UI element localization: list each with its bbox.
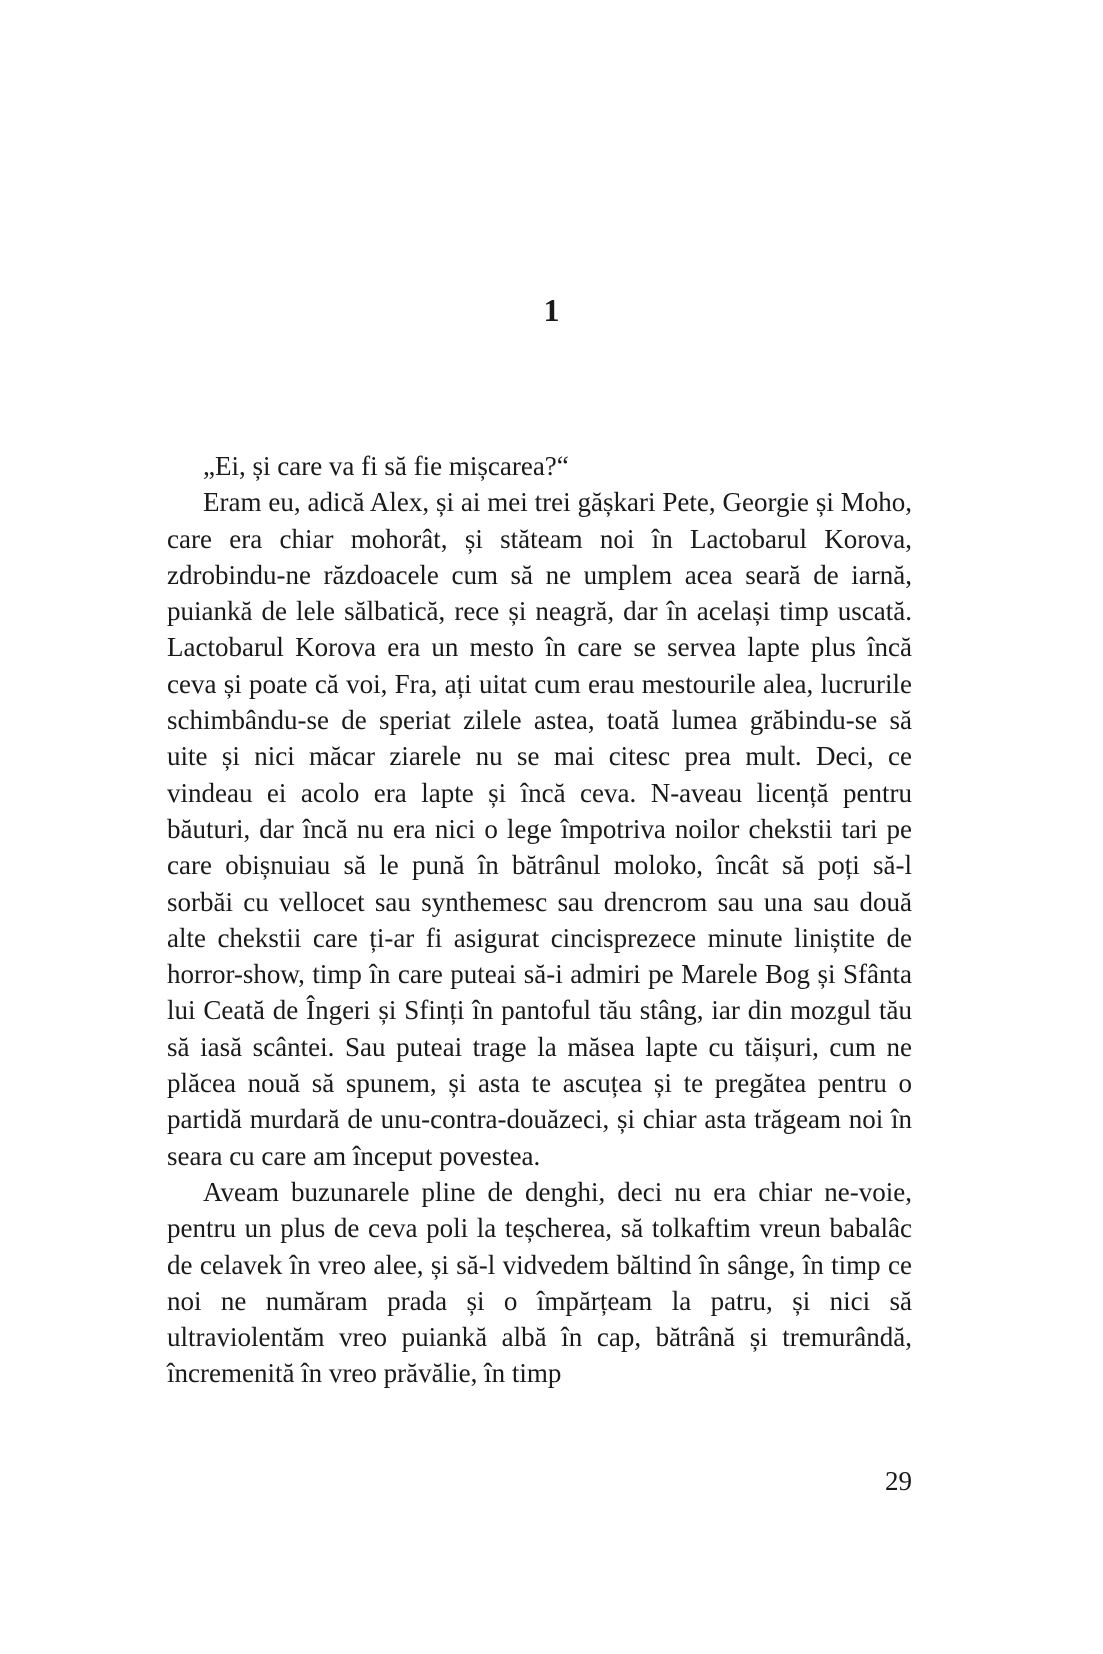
chapter-body (167, 448, 912, 1392)
page-number: 29 (885, 1466, 912, 1496)
paragraph-korova-milkbar: Eram eu, adică Alex, și ai mei trei gășkari Pete, Georgie și Moho, care era chiar mohorât, și stăteam noi în Lactobarul Korova, zdrobindu-ne răzdoacele cum să ne umplem acea seară de iarnă, puiankă de lele sălbatică, rece și neagră, dar în același timp uscată. Lactobarul Korova era un mesto în care se servea lapte plus încă ceva și poate că voi, Fra, ați uitat cum erau mestourile alea, lucrurile schimbându-se de speriat zilele astea, toată lumea grăbindu-se să uite și nici măcar ziarele nu se mai citesc prea mult. Deci, ce vindeau ei acolo era lapte și încă ceva. N-aveau licență pentru băuturi, dar încă nu era nici o lege împotriva noilor chekstii tari pe care obișnuiau să le pună în bătrânul moloko, încât să poți să-l sorbăi cu vellocet sau synthemesc sau drencrom sau una sau două alte chekstii care ți-ar fi asigurat cincisprezece minute liniștite de horror-show, timp în care puteai să-i admiri pe Marele Bog și Sfânta lui Ceată de Îngeri și Sfinți în pantoful tău stâng, iar din mozgul tău să iasă scântei. Sau puteai trage la măsea lapte cu tăișuri, cum ne plăcea nouă să spunem, și asta te ascuțea și te pregătea pentru o partidă murdară de unu-contra-douăzeci, și chiar asta trăgeam noi în seara cu care am început povestea. (167, 487, 912, 1171)
paragraph-opening-quote: „Ei, și care va fi să fie mișcarea?“ (203, 451, 569, 481)
chapter-number: 1 (543, 292, 560, 328)
paragraph-pockets-full: Aveam buzunarele pline de denghi, deci nu era chiar ne-voie, pentru un plus de ceva poli la teșcherea, să tolkaftim vreun babalâc de celavek în vreo alee, și să-l vidvedem băltind în sânge, în timp ce noi ne număram prada și o împărțeam la patru, și nici să ultraviolentăm vreo puiankă albă în cap, bătrână și tremurândă, încremenită în vreo prăvălie, în timp (167, 1176, 912, 1389)
